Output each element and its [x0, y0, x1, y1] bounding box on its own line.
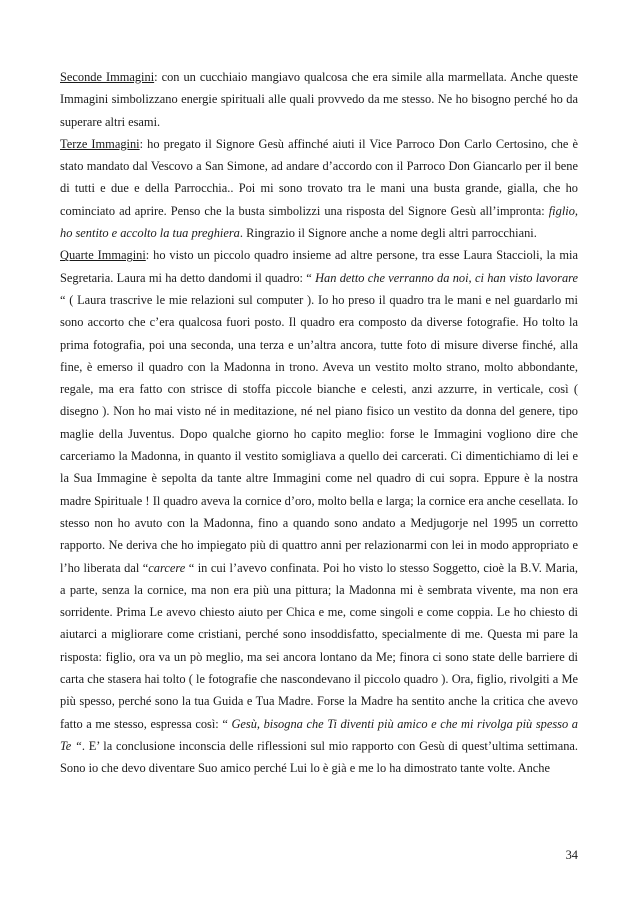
paragraph-seconde-immagini: [60, 66, 578, 133]
paragraph-text: “ ( Laura trascrive le mie relazioni sul computer ). Io ho preso il quadro tra le mani e nel guardarlo mi sono accorto che c’era qualcosa fuori posto. Il quadro era composto da diverse fotografie. Ho tolto la prima fotografia, poi una seconda, una terza e un’altra ancora, tutte foto di misure diverse finché, alla fine, è emerso il quadro con la Madonna in trono. Aveva un vestito molto strano, molto abbondante, regale, ma era fatto con strisce di stoffa piccole bianche e celesti, anzi azzurre, in verticale, così ( disegno ). Non ho mai visto né in meditazione, né nel piano fisico un vestito da donna del genere, tipo maglie della Juventus. Dopo qualche giorno ho capito meglio: forse le Immagini vogliono dire che carceriamo la Madonna, in quanto il vestito somigliava a quello dei carcerati. Ci dimentichiamo di lei e la Sua Immagine è sepolta da tante altre Immagini come nel quadro di cui sopra. Eppure è la nostra madre Spirituale ! Il quadro aveva la cornice d’oro, molto bella e larga; la cornice era anche cesellata. Io stesso non ho avuto con la Madonna, fino a quando sono andato a Medjugorje nel 1995 un corretto rapporto. Ne deriva che ho impiegato più di quattro anni per relazionarmi con lei in modo appropriato e l’ho liberata dal “: [60, 292, 578, 575]
italic-quote: Han detto che verranno da noi, ci han visto lavorare: [315, 270, 578, 285]
paragraph-text: . Ringrazio il Signore anche a nome degli altri parrocchiani.: [239, 226, 537, 241]
paragraph-text: “ in cui l’avevo confinata. Poi ho visto lo stesso Soggetto, cioè la B.V. Maria, a parte, senza la cornice, ma non era più una pittura; la Madonna mi è sembrata vivente, ma non era sorridente. Prima Le avevo chiesto aiuto per Chica e me, come singoli e come coppia. Le ho chiesto di aiutarci a migliorare come cristiani, perché sono insoddisfatto, specialmente di me. Questa mi pare la risposta: figlio, ora va un pò meglio, ma sei ancora lontano da Me; finora ci sono state delle barriere di carta che stasera hai tolto ( le fotografie che nascondevano il piccolo quadro ). Ora, figlio, rivolgiti a Me più spesso, perché sono la tua Guida e Tua Madre. Forse la Madre ha sentito anche la critica che avevo fatto a me stesso, espressa così: “: [60, 560, 578, 731]
paragraph-text: : ho pregato il Signore Gesù affinché aiuti il Vice Parroco Don Carlo Certosino, che è stato mandato dal Vescovo a San Simone, ad andare d’accordo con il Parroco Don Giancarlo per il bene di tutti e due e della Parrocchia.. Poi mi sono trovato tra le mani una busta grande, gialla, che ho cominciato ad aprire. Penso che la busta simbolizzi una risposta del Signore Gesù all’impronta:: [60, 136, 578, 218]
page-number: 34: [565, 848, 578, 862]
italic-quote: Gesù, bisogna che Ti diventi più amico e che mi rivolga più spesso a Te “: [60, 716, 578, 753]
paragraph-quarte-immagini: [60, 244, 578, 779]
italic-quote: carcere: [148, 560, 186, 575]
paragraph-text: . E’ la conclusione inconscia delle riflessioni sul mio rapporto con Gesù di quest’ultima settimana. Sono io che devo diventare Suo amico perché Lui lo è già e me lo ha dimostrato tante volte. Anche: [60, 738, 578, 776]
paragraph-text: : ho visto un piccolo quadro insieme ad altre persone, tra esse Laura Staccioli, la mia Segretaria. Laura mi ha detto dandomi il quadro: “: [60, 248, 578, 285]
document-page: [60, 66, 578, 780]
section-heading: Terze Immagini: [60, 136, 140, 151]
italic-quote: figlio, ho sentito e accolto la tua preghiera: [60, 203, 578, 241]
paragraph-text: : con un cucchiaio mangiavo qualcosa che era simile alla marmellata. Anche queste Immagini simbolizzano energie spirituali alle quali provvedo da me stesso. Ne ho bisogno perché ho da superare altri esami.: [60, 70, 578, 129]
section-heading: Quarte Immagini: [60, 248, 146, 263]
paragraph-terze-immagini: [60, 133, 578, 244]
section-heading: Seconde Immagini: [60, 70, 155, 84]
